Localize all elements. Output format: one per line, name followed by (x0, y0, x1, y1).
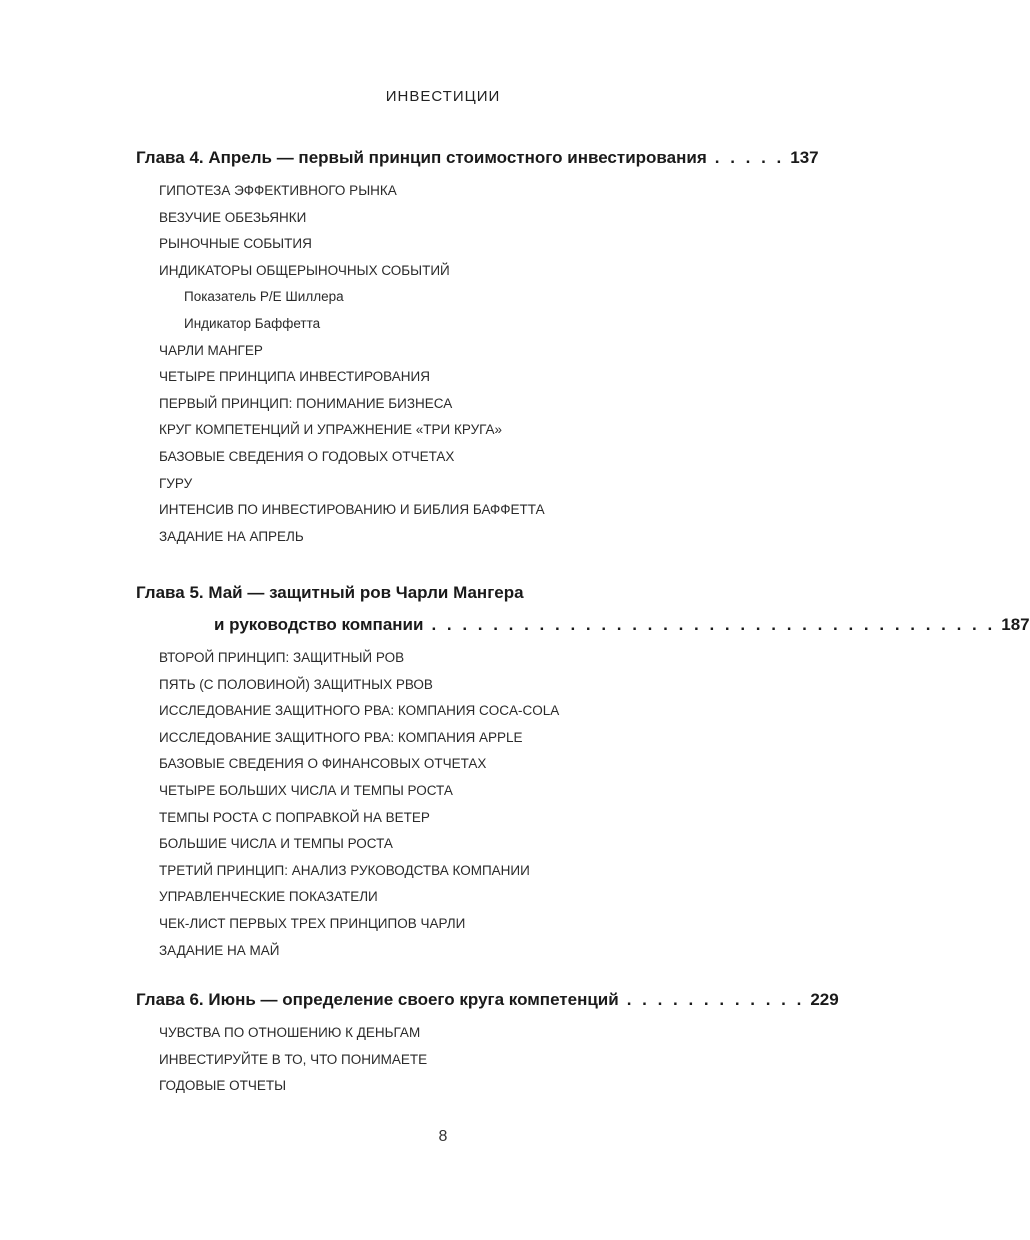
section-item[interactable]: ВЕЗУЧИЕ ОБЕЗЬЯНКИ (159, 209, 307, 225)
chapter-6-leader: . . . . . . . . . . . . (626, 990, 805, 1009)
section-item[interactable]: ЧУВСТВА ПО ОТНОШЕНИЮ К ДЕНЬГАМ (159, 1025, 421, 1040)
chapter-6-heading[interactable] (136, 985, 839, 1015)
chapter-6-title: Глава 6. Июнь — определение своего круга компетенций (136, 990, 619, 1009)
chapter-5-page-number: 187 (1001, 615, 1030, 634)
section-item[interactable]: ИССЛЕДОВАНИЕ ЗАЩИТНОГО РВА: КОМПАНИЯ APPLE (159, 729, 523, 745)
section-item[interactable]: ИНВЕСТИРУЙТЕ В ТО, ЧТО ПОНИМАЕТЕ (159, 1051, 428, 1067)
chapter-4-heading[interactable] (136, 143, 819, 173)
chapter-5-leader: . . . . . . . . . . . . . . . . . . . . . . . . . . . . . . . . . . . . . (431, 615, 996, 634)
section-item[interactable]: РЫНОЧНЫЕ СОБЫТИЯ (159, 236, 312, 252)
section-item[interactable]: ТЕМПЫ РОСТА С ПОПРАВКОЙ НА ВЕТЕР (159, 809, 430, 825)
chapter-4-page-number: 137 (790, 148, 819, 167)
section-item[interactable]: ЗАДАНИЕ НА МАЙ (159, 942, 280, 958)
subsection-item[interactable]: Индикатор Баффетта (184, 315, 321, 331)
section-item[interactable]: ТРЕТИЙ ПРИНЦИП: АНАЛИЗ РУКОВОДСТВА КОМПАНИИ (159, 862, 530, 878)
chapter-5-heading-line-1[interactable] (136, 578, 750, 608)
chapter-5-title-line-1: Глава 5. Май — защитный ров Чарли Мангера (136, 583, 524, 602)
section-item[interactable]: ЗАДАНИЕ НА АПРЕЛЬ (159, 528, 304, 544)
chapter-4-title: Глава 4. Апрель — первый принцип стоимостного инвестирования (136, 148, 707, 167)
chapter-5-sections (136, 645, 750, 964)
chapter-6 (136, 985, 839, 1100)
running-head: ИНВЕСТИЦИИ (385, 88, 501, 105)
section-item[interactable]: ГИПОТЕЗА ЭФФЕКТИВНОГО РЫНКА (159, 183, 397, 198)
section-item[interactable]: БАЗОВЫЕ СВЕДЕНИЯ О ГОДОВЫХ ОТЧЕТАХ (159, 448, 455, 464)
chapter-6-sections (136, 1020, 750, 1100)
chapter-4-sections (136, 178, 750, 550)
section-item[interactable]: ГОДОВЫЕ ОТЧЕТЫ (159, 1078, 287, 1094)
section-item[interactable]: ГУРУ (159, 475, 193, 491)
section-item[interactable]: ИНТЕНСИВ ПО ИНВЕСТИРОВАНИЮ И БИБЛИЯ БАФФЕТТА (159, 502, 545, 518)
section-item[interactable]: ЧАРЛИ МАНГЕР (159, 342, 263, 358)
chapter-6-page-number: 229 (810, 990, 839, 1009)
section-item[interactable]: ЧЕТЫРЕ ПРИНЦИПА ИНВЕСТИРОВАНИЯ (159, 369, 430, 385)
section-item[interactable]: ИНДИКАТОРЫ ОБЩЕРЫНОЧНЫХ СОБЫТИЙ (159, 262, 450, 278)
page-number: 8 (438, 1128, 448, 1145)
section-item[interactable]: ПЯТЬ (С ПОЛОВИНОЙ) ЗАЩИТНЫХ РВОВ (159, 676, 433, 692)
chapter-5-heading-line-2[interactable] (136, 610, 1030, 640)
chapter-4 (136, 143, 819, 550)
section-item[interactable]: ЧЕТЫРЕ БОЛЬШИХ ЧИСЛА И ТЕМПЫ РОСТА (159, 782, 453, 798)
section-item[interactable]: УПРАВЛЕНЧЕСКИЕ ПОКАЗАТЕЛИ (159, 889, 378, 905)
section-item[interactable]: БАЗОВЫЕ СВЕДЕНИЯ О ФИНАНСОВЫХ ОТЧЕТАХ (159, 756, 487, 772)
subsection-item[interactable]: Показатель P/E Шиллера (184, 289, 344, 305)
chapter-5-title-line-2: и руководство компании (214, 615, 424, 634)
chapter-5 (136, 578, 1030, 964)
section-item[interactable]: ИССЛЕДОВАНИЕ ЗАЩИТНОГО РВА: КОМПАНИЯ COCA-COLA (159, 703, 560, 719)
section-item[interactable]: ПЕРВЫЙ ПРИНЦИП: ПОНИМАНИЕ БИЗНЕСА (159, 395, 453, 411)
section-item[interactable]: КРУГ КОМПЕТЕНЦИЙ И УПРАЖНЕНИЕ «ТРИ КРУГА» (159, 422, 503, 438)
section-item[interactable]: БОЛЬШИЕ ЧИСЛА И ТЕМПЫ РОСТА (159, 836, 393, 852)
section-item[interactable]: ЧЕК-ЛИСТ ПЕРВЫХ ТРЕХ ПРИНЦИПОВ ЧАРЛИ (159, 915, 466, 931)
section-item[interactable]: ВТОРОЙ ПРИНЦИП: ЗАЩИТНЫЙ РОВ (159, 650, 405, 665)
chapter-4-leader: . . . . . (714, 148, 785, 167)
